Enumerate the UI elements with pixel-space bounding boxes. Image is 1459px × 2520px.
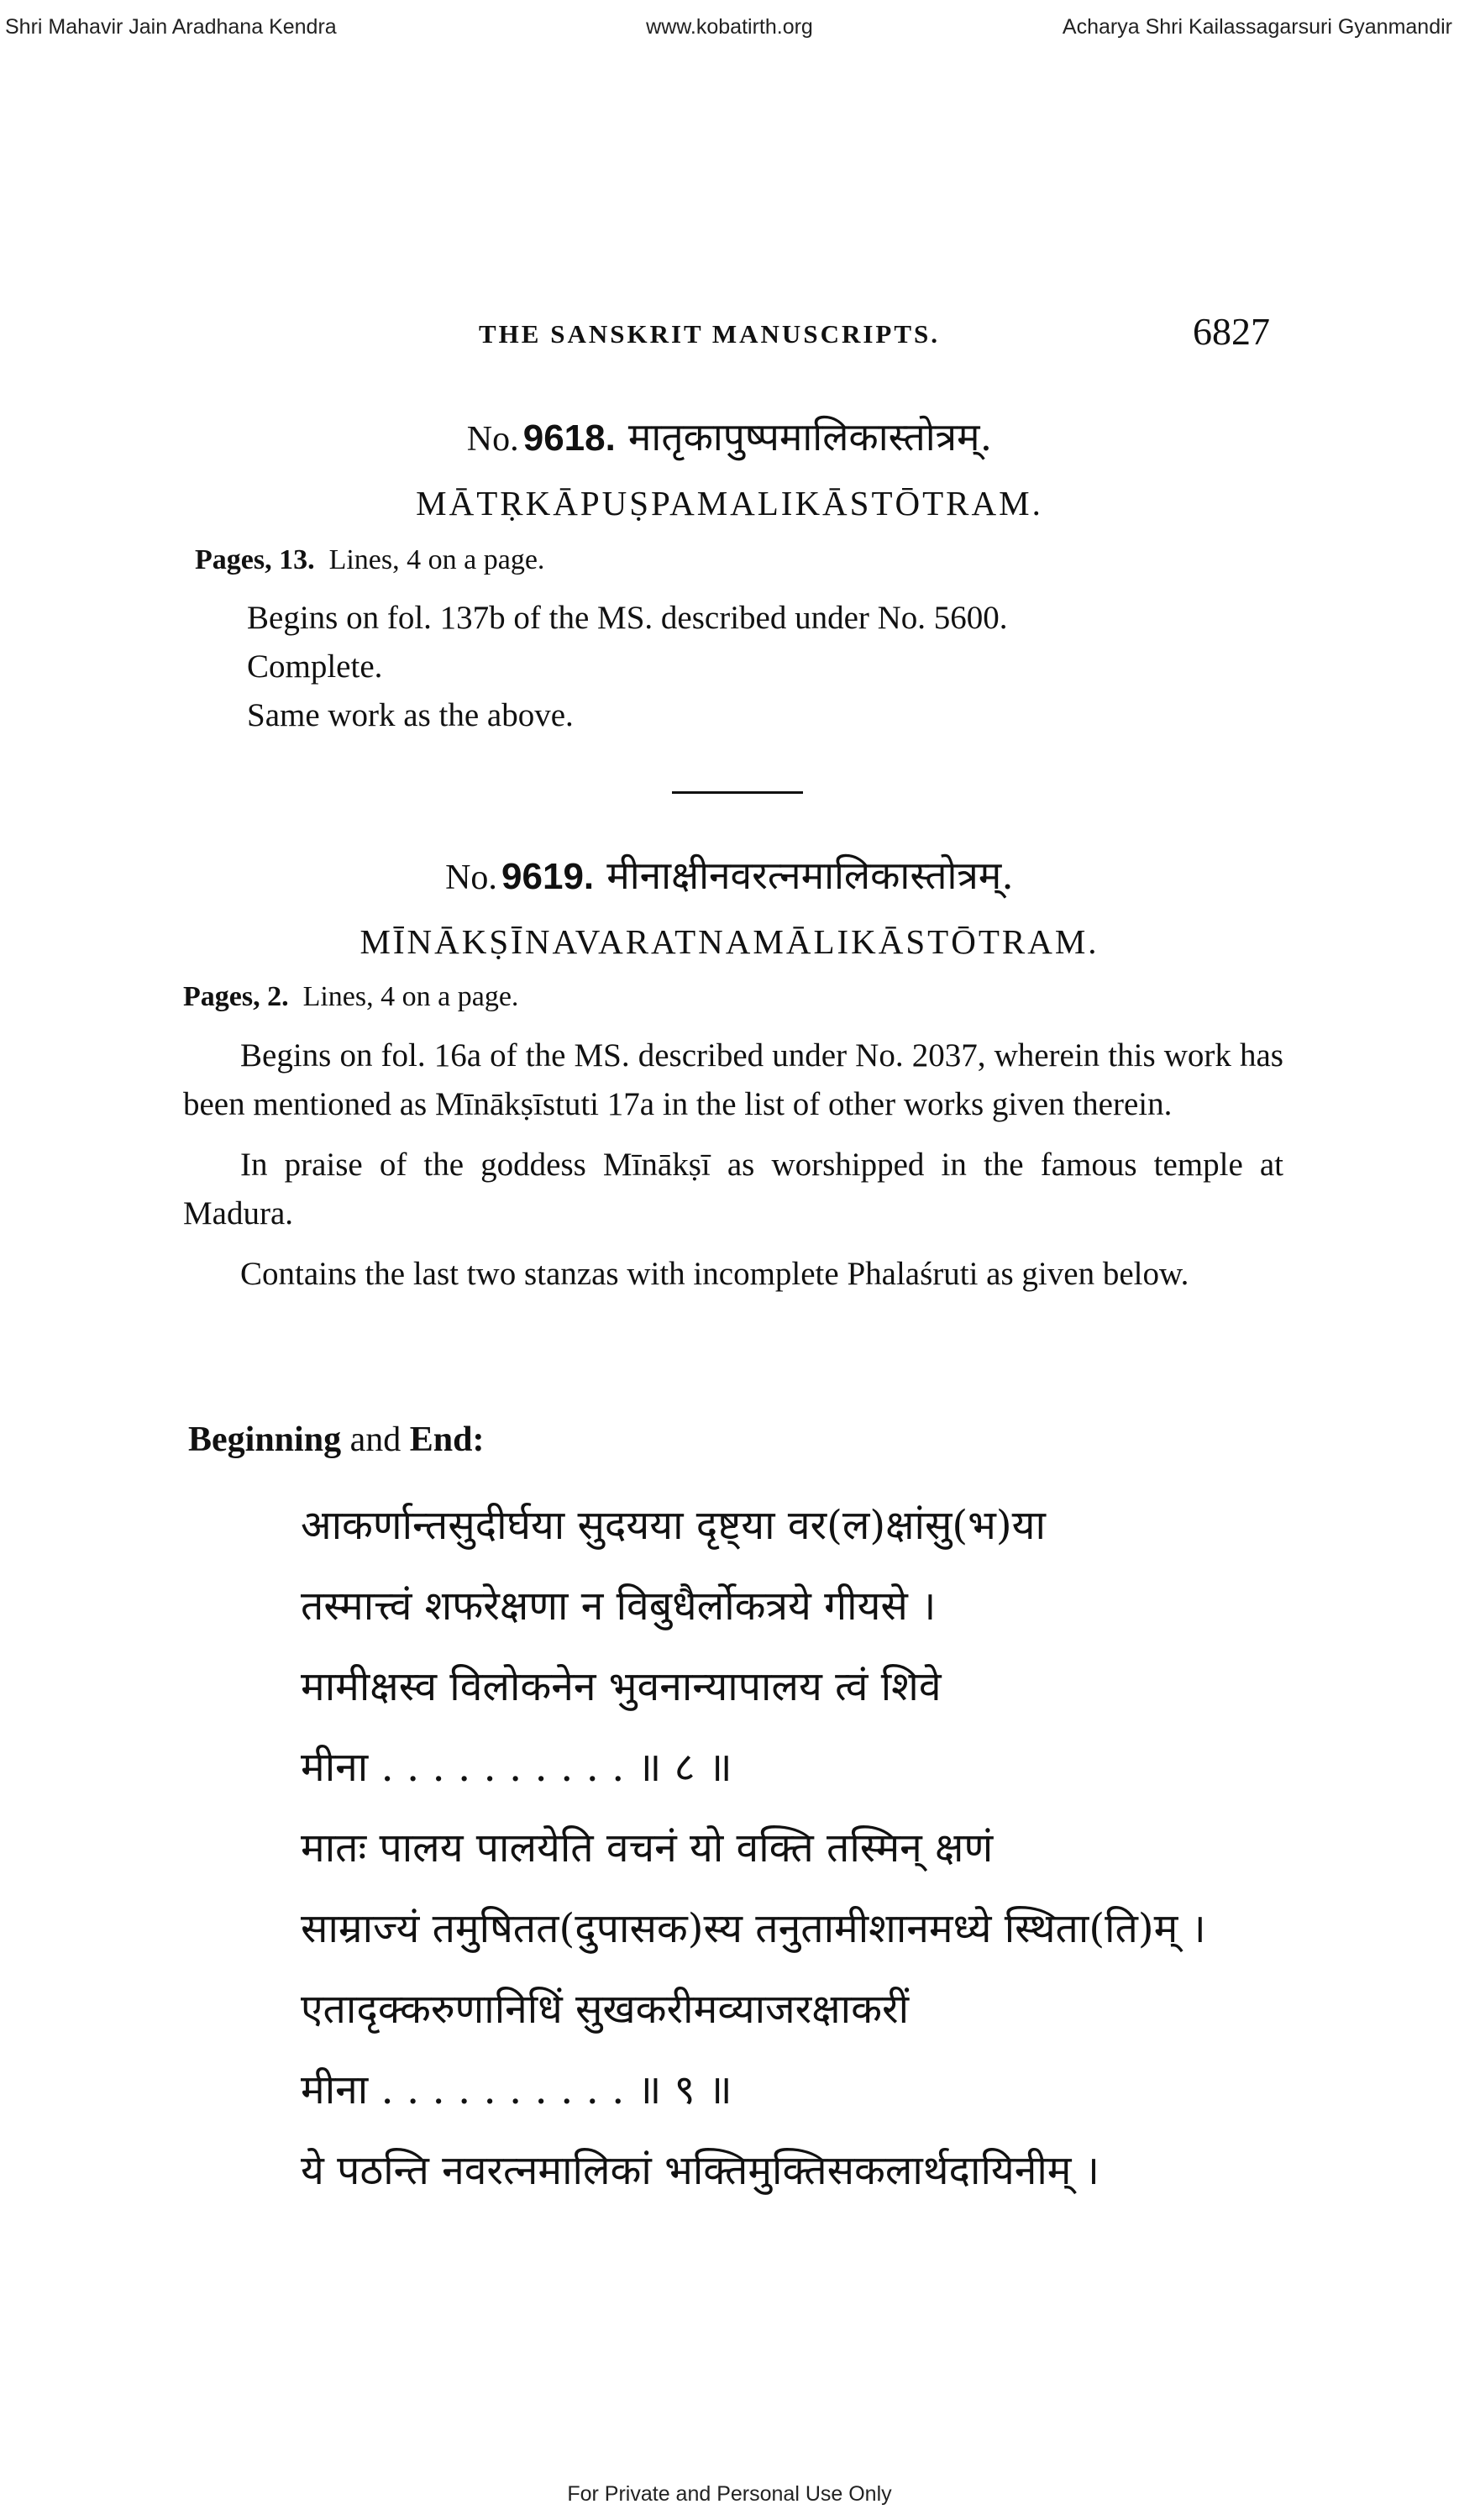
header-right-text: Acharya Shri Kailassagarsuri Gyanmandir [1062, 15, 1452, 39]
verse-line: ये पठन्ति नवरत्नमालिकां भक्तिमुक्तिसकलार्थदायिनीम् । [301, 2147, 1099, 2194]
paragraph: Same work as the above. [247, 697, 574, 733]
site-footer: For Private and Personal Use Only [567, 2482, 892, 2506]
entry-no-prefix: No. [445, 858, 497, 897]
header-left-text: Shri Mahavir Jain Aradhana Kendra [5, 15, 337, 39]
verse-line: मातः पालय पालयेति वचनं यो वक्ति तस्मिन् क्षणं [301, 1824, 994, 1872]
entry-title-9619 [0, 848, 1459, 900]
site-header [0, 12, 1459, 45]
paragraph: In praise of the goddess Mīnākṣī as worshipped in the famous temple at Madura. [183, 1147, 1283, 1231]
pages-lines-9618 [195, 544, 544, 576]
entry-number: 9618. [522, 417, 616, 459]
pages-count: 13. [279, 544, 315, 575]
beginning-word: Beginning [188, 1420, 342, 1459]
entry-number: 9619. [501, 856, 595, 897]
pages-label: Pages, [183, 981, 260, 1012]
verse-line: मीना . . . . . . . . . . ॥ ८ ॥ [301, 1744, 732, 1791]
entry-body-9619 [183, 1032, 1283, 1310]
sanskrit-verse [301, 1485, 1292, 2211]
lines-info: Lines, 4 on a page. [302, 981, 519, 1012]
paragraph: Complete. [247, 648, 383, 685]
transliterated-title-9619: MĪNĀKṢĪNAVARATNAMĀLIKĀSTŌTRAM. [360, 922, 1099, 961]
transliterated-title-9618: MĀTṚKĀPUṢPAMALIKĀSTŌTRAM. [416, 484, 1043, 522]
beginning-end-label [188, 1420, 484, 1460]
verse-line: तस्मात्त्वं शफरेक्षणा न विबुधैर्लोकत्रये गीयसे । [301, 1583, 937, 1630]
devanagari-title: मीनाक्षीनवरत्नमालिकास्तोत्रम्. [606, 853, 1014, 898]
pages-lines-9619 [183, 981, 518, 1013]
paragraph: Begins on fol. 16a of the MS. described under No. 2037, wherein this work has been mentioned as Mīnākṣīstuti 17a in the list of other works given therein. [183, 1037, 1283, 1122]
page-number: 6827 [1193, 310, 1270, 353]
entry-body-9618 [247, 594, 1322, 740]
header-center-link[interactable]: www.kobatirth.org [646, 15, 813, 39]
end-word: End: [409, 1420, 485, 1459]
entry-no-prefix: No. [466, 420, 519, 459]
verse-line: एतादृक्करुणानिधिं सुखकरीमव्याजरक्षाकरीं [301, 1986, 910, 2033]
pages-count: 2. [267, 981, 289, 1012]
running-head: THE SANSKRIT MANUSCRIPTS. [479, 319, 941, 349]
and-word: and [349, 1420, 401, 1459]
devanagari-title: मातृकापुष्पमालिकास्तोत्रम्. [627, 414, 993, 459]
lines-info: Lines, 4 on a page. [328, 544, 545, 575]
paragraph: Begins on fol. 137b of the MS. described under No. 5600. [247, 600, 1008, 636]
pages-label: Pages, [195, 544, 272, 575]
verse-line: आकर्णान्तसुदीर्घया सुदयया दृष्ट्या वर(ल)क्षांसु(भ)या [301, 1502, 1046, 1549]
verse-line: मीना . . . . . . . . . . ॥ ९ ॥ [301, 2066, 732, 2113]
verse-line: साम्राज्यं तमुषितत(दुपासक)स्य तनुतामीशानमध्ये स्थिता(ति)म् । [301, 1905, 1206, 1952]
section-divider [672, 791, 803, 794]
verse-line: मामीक्षस्व विलोकनेन भुवनान्यापालय त्वं शिवे [301, 1663, 942, 1710]
entry-title-9618 [0, 410, 1459, 462]
paragraph: Contains the last two stanzas with incomplete Phalaśruti as given below. [240, 1256, 1189, 1292]
